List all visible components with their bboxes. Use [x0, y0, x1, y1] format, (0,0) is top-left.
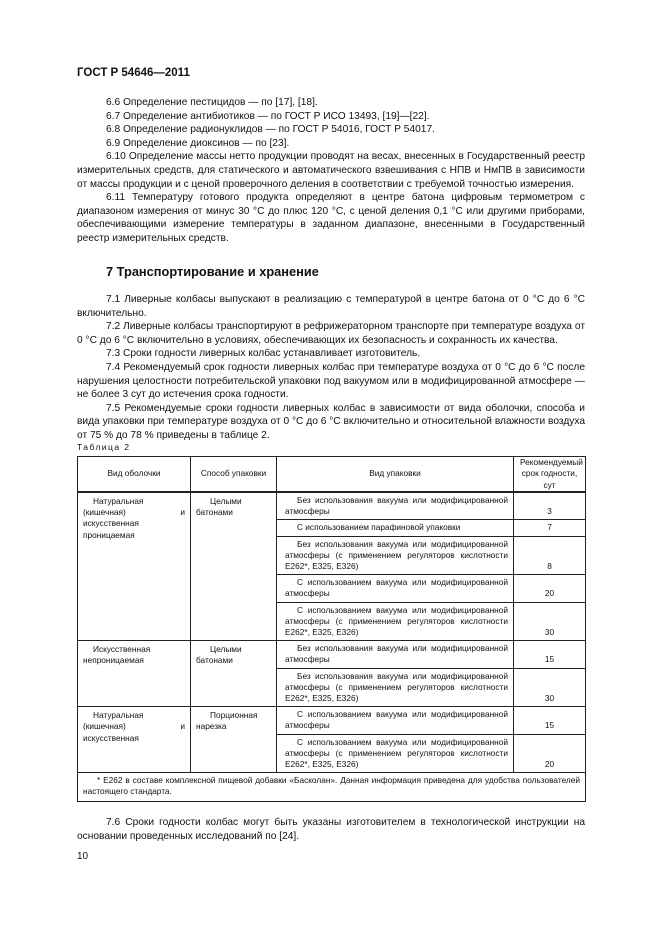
packing-type-cell: Без использования вакуума или модифицированной атмосферы	[277, 492, 514, 520]
paragraph-6-10: 6.10 Определение массы нетто продукции проводят на весах, внесенных в Государственный реестр измерительных средств, для статического и автоматического взвешивания с НПВ и НмПВ в зависимости от массы продукции и с ценой проверочного деления в соответствии с требуемой точностью измерения.	[77, 151, 585, 190]
casing-cell: Натуральная (кишечная) и искусственная проницаемая	[78, 492, 191, 641]
header-casing: Вид оболочки	[78, 457, 191, 493]
paragraph-7-3: 7.3 Сроки годности ливерных колбас устанавливает изготовитель.	[106, 348, 421, 360]
method-cell: Целыми батонами	[191, 492, 277, 641]
table-row	[78, 707, 586, 734]
packing-type-cell: С использованием вакуума или модифицированной атмосферы (с применением регуляторов кислотности Е262*, Е325, Е326)	[277, 602, 514, 641]
table-footnote-row	[78, 773, 586, 801]
packing-type-cell: Без использования вакуума или модифицированной атмосферы	[277, 641, 514, 668]
paragraph-7-4: 7.4 Рекомендуемый срок годности ливерных колбас при температуре воздуха от 0 °С до 6 °С после нарушения целостности потребительской упаковки под вакуумом или в модифицированной атмосфере — не более 3 сут до истечения срока годности.	[77, 361, 585, 401]
shelf-life-cell: 15	[514, 641, 586, 668]
packing-type-cell: Без использования вакуума или модифицированной атмосферы (с применением регуляторов кислотности Е262*, Е325, Е326)	[277, 536, 514, 575]
section-7-title: 7 Транспортирование и хранение	[106, 264, 319, 279]
section-7-body	[77, 293, 585, 443]
header-packing-method: Способ упаковки	[191, 457, 277, 493]
method-cell: Порционная нарезка	[191, 707, 277, 773]
section-6-continued	[77, 96, 585, 246]
paragraph-6-11: 6.11 Температуру готового продукта определяют в центре батона цифровым термометром с диапазоном измерения от минус 30 °С до плюс 120 °С, с ценой деления 0,1 °С или другими приборами, обеспечивающими измерение температуры в заданном диапазоне, внесенными в Государственный реестр измерительных средств.	[77, 192, 585, 244]
table-row	[78, 641, 586, 668]
casing-cell: Натуральная (кишечная) и искусственная	[78, 707, 191, 773]
paragraph-6-9: 6.9 Определение диоксинов — по [23].	[106, 137, 290, 149]
document-header: ГОСТ Р 54646—2011	[77, 67, 190, 79]
table-footnote: * Е262 в составе комплексной пищевой добавки «Басколан». Данная информация приведена для удобства пользователей настоящего стандарта.	[78, 773, 586, 801]
packing-type-cell: С использованием вакуума или модифицированной атмосферы	[277, 575, 514, 602]
table-2	[77, 456, 586, 802]
shelf-life-cell: 8	[514, 536, 586, 575]
section-7-tail	[77, 816, 585, 843]
shelf-life-cell: 7	[514, 520, 586, 536]
packing-type-cell: С использованием вакуума или модифицированной атмосферы (с применением регуляторов кислотности Е262*, Е325, Е326)	[277, 734, 514, 773]
shelf-life-cell: 15	[514, 707, 586, 734]
paragraph-6-6: 6.6 Определение пестицидов — по [17], [18].	[106, 97, 318, 108]
method-cell: Целыми батонами	[191, 641, 277, 707]
paragraph-7-6: 7.6 Сроки годности колбас могут быть указаны изготовителем в технологической инструкции на основании проведенных исследований по [24].	[77, 817, 585, 842]
page-number: 10	[77, 851, 89, 862]
paragraph-6-7: 6.7 Определение антибиотиков — по ГОСТ Р ИСО 13493, [19]—[22].	[106, 110, 430, 122]
table-2-caption: Таблица 2	[77, 442, 131, 452]
table-row	[78, 492, 586, 520]
table-header-row	[78, 457, 586, 493]
paragraph-7-5: 7.5 Рекомендуемые сроки годности ливерных колбас в зависимости от вида оболочки, способа и вида упаковки при температуре воздуха от 0 °С до 6 °С включительно и относительной влажности воздуха от 75 % до 78 % приведены в таблице 2.	[77, 402, 585, 441]
shelf-life-cell: 20	[514, 575, 586, 602]
packing-type-cell: С использованием вакуума или модифицированной атмосферы	[277, 707, 514, 734]
paragraph-7-2: 7.2 Ливерные колбасы транспортируют в рефрижераторном транспорте при температуре воздуха от 0 °С до 6 °С включительно в условиях, обеспечивающих их безопасность и сохранность их качества.	[77, 321, 585, 346]
shelf-life-cell: 3	[514, 492, 586, 520]
header-packing-type: Вид упаковки	[277, 457, 514, 493]
paragraph-7-1: 7.1 Ливерные колбасы выпускают в реализацию с температурой в центре батона от 0 °С до 6 °С включительно.	[77, 294, 585, 319]
shelf-life-cell: 30	[514, 602, 586, 641]
casing-cell: Искусственная непроницаемая	[78, 641, 191, 707]
header-shelf-life: Рекомендуемый срок годности, сут	[514, 457, 586, 493]
shelf-life-cell: 30	[514, 668, 586, 707]
packing-type-cell: Без использования вакуума или модифицированной атмосферы (с применением регуляторов кислотности Е262*, Е325, Е326)	[277, 668, 514, 707]
paragraph-6-8: 6.8 Определение радионуклидов — по ГОСТ Р 54016, ГОСТ Р 54017.	[106, 124, 435, 136]
packing-type-cell: С использованием парафиновой упаковки	[277, 520, 514, 536]
shelf-life-cell: 20	[514, 734, 586, 773]
